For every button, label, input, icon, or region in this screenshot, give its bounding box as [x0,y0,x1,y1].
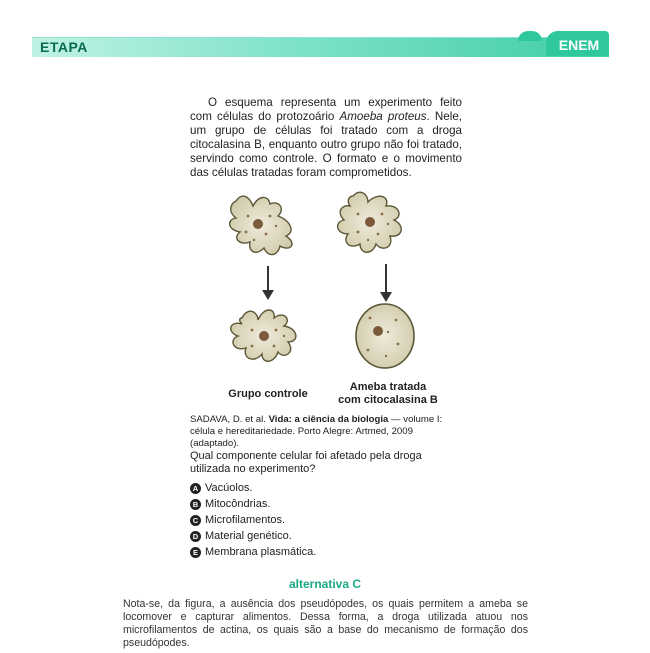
option-c-badge: C [190,515,201,526]
option-b-badge: B [190,499,201,510]
label-treated-line2: com citocalasina B [338,394,438,406]
option-b-text: Mitocôndrias. [205,498,271,510]
answer-options [190,480,462,560]
source-suffix: — volume I: célula e hereditariedade. Porto Alegre: Artmed, 2009 (adaptado). [190,414,443,449]
question-prompt: Qual componente celular foi afetado pela droga utilizada no experimento? [190,450,422,475]
option-c [190,512,462,528]
arrow-control [262,266,274,300]
exam-tab-label: ENEM [558,37,600,53]
figure-source [190,414,462,450]
option-e-text: Membrana plasmática. [205,546,317,558]
tab-notch [518,31,542,41]
label-treated-group [328,381,448,407]
question-text-a: O esquema representa um experimento feito com células do protozoário [190,96,462,123]
option-a [190,480,462,496]
control-amoeba-before [230,196,292,255]
option-c-text: Microfilamentos. [205,514,286,526]
control-amoeba-after [231,310,296,361]
label-treated-line1: Ameba tratada [349,381,427,393]
option-d-badge: D [190,531,201,542]
brand-logo: ETAPA [40,39,88,55]
option-d [190,528,462,544]
answer-explanation: Nota-se, da figura, a ausência dos pseudópodes, os quais permitem a ameba se locomover e capturar alimentos. Dessa forma, a droga utilizada atuou nos microfilamentos de actina, os quais são a base do mecanismo de formação dos pseudópodes. [123,598,528,649]
option-d-text: Material genético. [205,530,292,542]
option-a-badge: A [190,483,201,494]
option-a-text: Vacúolos. [205,482,253,494]
source-prefix: SADAVA, D. et al. [190,414,269,425]
label-control-group: Grupo controle [228,388,308,400]
question-text [190,96,462,180]
option-b [190,496,462,512]
option-e-badge: E [190,547,201,558]
arrow-treated [380,264,392,302]
option-e [190,544,462,560]
treated-amoeba-before [338,192,402,252]
question-text-b: . Nele, um grupo de células foi tratado com a droga citocalasina B, enquanto outro grupo não foi tratado, servindo como controle. O formato e o movimento das células tratadas foram comprometidos. [190,110,462,179]
answer-title: alternativa C [288,577,362,591]
source-title: Vida: a ciência da biologia [268,414,389,425]
treated-amoeba-after [356,304,414,368]
species-name: Amoeba proteus [339,110,427,123]
experiment-figure [218,186,466,416]
